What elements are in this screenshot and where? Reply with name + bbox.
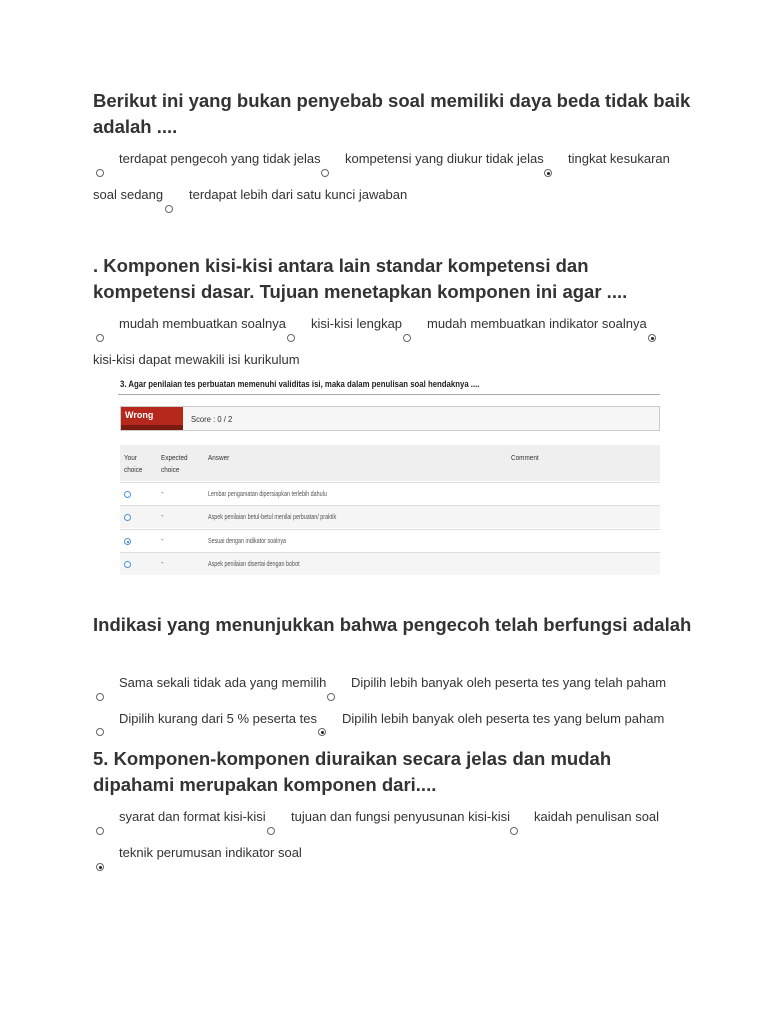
q2-option-2-label: kisi-kisi lengkap bbox=[311, 316, 403, 331]
q2-option-2-radio[interactable] bbox=[287, 334, 295, 342]
q5-option-2-label: tujuan dan fungsi penyusunan kisi-kisi bbox=[291, 809, 510, 824]
table-row bbox=[120, 505, 660, 528]
question-5-title: 5. Komponen-komponen diuraikan secara jelas dan mudah dipahami merupakan komponen dari.... bbox=[93, 748, 612, 795]
q1-option-4-label: terdapat lebih dari satu kunci jawaban bbox=[189, 187, 408, 202]
q1-option-1-label: terdapat pengecoh yang tidak jelas bbox=[119, 151, 321, 166]
answer-text: Aspek penilaian betul-betul menilai perbuatan/ praktik bbox=[208, 512, 337, 521]
q4-option-1-radio[interactable] bbox=[96, 693, 104, 701]
table-header bbox=[120, 445, 660, 481]
choice-radio bbox=[124, 491, 131, 498]
q2-option-4-label: kisi-kisi dapat mewakili isi kurikulum bbox=[93, 352, 300, 367]
wrong-badge: Wrong bbox=[121, 407, 183, 430]
expected-choice: - bbox=[161, 488, 164, 497]
q5-option-1-radio[interactable] bbox=[96, 827, 104, 835]
choice-radio bbox=[124, 561, 131, 568]
q1-option-2-label: kompetensi yang diukur tidak jelas bbox=[345, 151, 544, 166]
q2-option-3-label: mudah membuatkan indikator soalnya bbox=[427, 316, 647, 331]
q2-option-4-radio[interactable] bbox=[648, 334, 656, 342]
q5-option-3-label: kaidah penulisan soal bbox=[534, 809, 660, 824]
question-3-result-panel bbox=[118, 376, 662, 578]
expected-choice: - bbox=[161, 535, 164, 544]
divider bbox=[118, 394, 660, 395]
answer-text: Lembar pengamatan dipersiapkan terlebih dahulu bbox=[208, 489, 327, 498]
result-bar bbox=[120, 406, 660, 431]
q2-option-1-radio[interactable] bbox=[96, 334, 104, 342]
q2-option-1-label: mudah membuatkan soalnya bbox=[119, 316, 286, 331]
q5-option-2-radio[interactable] bbox=[267, 827, 275, 835]
q4-option-4-radio[interactable] bbox=[318, 728, 326, 736]
table-row bbox=[120, 529, 660, 552]
q5-option-4-radio[interactable] bbox=[96, 863, 104, 871]
question-4-title: Indikasi yang menunjukkan bahwa pengecoh telah berfungsi adalah bbox=[93, 614, 692, 635]
score-text: Score : 0 / 2 bbox=[191, 414, 233, 424]
q4-option-1-label: Sama sekali tidak ada yang memilih bbox=[119, 675, 327, 690]
header-comment: Comment bbox=[511, 453, 539, 462]
q5-option-4-label: teknik perumusan indikator soal bbox=[119, 845, 302, 860]
q1-option-3-radio[interactable] bbox=[544, 169, 552, 177]
table-row bbox=[120, 552, 660, 575]
question-2-title: . Komponen kisi-kisi antara lain standar kompetensi dan kompetensi dasar. Tujuan menetapkan komponen ini agar .... bbox=[93, 255, 628, 302]
header-expected-choice: Expected choice bbox=[161, 453, 188, 474]
q4-option-2-radio[interactable] bbox=[327, 693, 335, 701]
q4-option-4-label: Dipilih lebih banyak oleh peserta tes yang belum paham bbox=[342, 711, 665, 726]
q1-option-3-label-cont: soal sedang bbox=[93, 187, 164, 202]
q4-option-3-label: Dipilih kurang dari 5 % peserta tes bbox=[119, 711, 317, 726]
choice-radio bbox=[124, 514, 131, 521]
q5-option-3-radio[interactable] bbox=[510, 827, 518, 835]
expected-choice: - bbox=[161, 511, 164, 520]
q4-option-3-radio[interactable] bbox=[96, 728, 104, 736]
q1-option-3-label: tingkat kesukaran bbox=[568, 151, 670, 166]
q1-option-2-radio[interactable] bbox=[321, 169, 329, 177]
q4-option-2-label: Dipilih lebih banyak oleh peserta tes yang telah paham bbox=[351, 675, 667, 690]
answer-text: Aspek penilaian disertai dengan bobot bbox=[208, 559, 300, 568]
q1-option-1-radio[interactable] bbox=[96, 169, 104, 177]
choice-radio-selected bbox=[124, 538, 131, 545]
q5-option-1-label: syarat dan format kisi-kisi bbox=[119, 809, 266, 824]
question-1-title: Berikut ini yang bukan penyebab soal memiliki daya beda tidak baik adalah .... bbox=[93, 90, 691, 137]
header-answer: Answer bbox=[208, 453, 230, 462]
header-your-choice: Your choice bbox=[124, 453, 143, 474]
question-3-title: 3. Agar penilaian tes perbuatan memenuhi validitas isi, maka dalam penulisan soal hendaknya .... bbox=[120, 379, 480, 390]
answer-text: Sesuai dengan indikator soalnya bbox=[208, 536, 287, 545]
expected-choice: - bbox=[161, 558, 164, 567]
q2-option-3-radio[interactable] bbox=[403, 334, 411, 342]
table-row bbox=[120, 482, 660, 505]
q1-option-4-radio[interactable] bbox=[165, 205, 173, 213]
